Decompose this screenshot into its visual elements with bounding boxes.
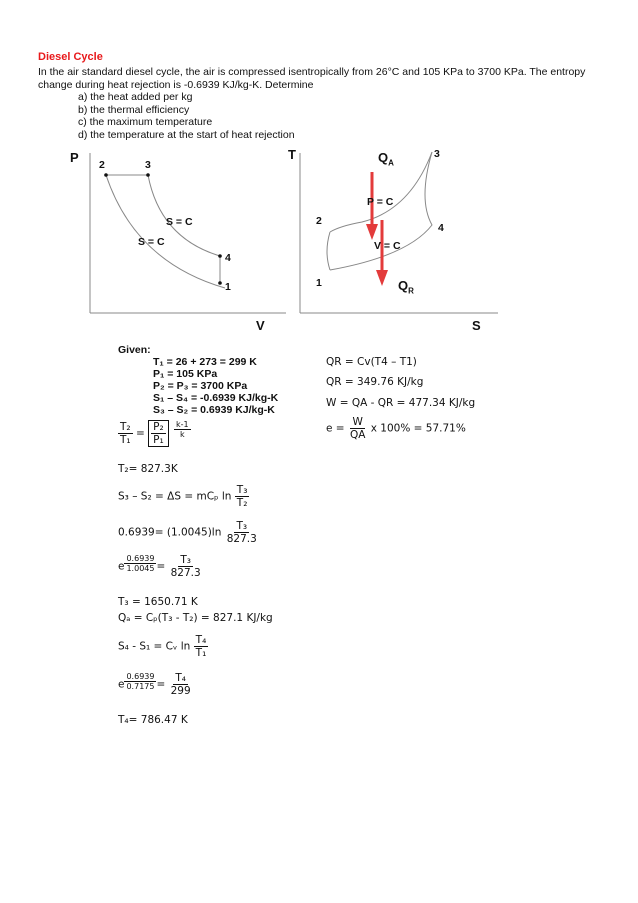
pv-isentrope-label-upper: S = C bbox=[166, 216, 193, 228]
exponential-t4: e $\frac{0.6939}{0.7175}$ = $\frac{\text{T₄}}{299}$ bbox=[118, 672, 191, 697]
entropy-rejection-equation: S₄ - S₁ = Cᵥ ln $\frac{\text{T₄}}{\text{T₁}}$ bbox=[118, 634, 207, 659]
given-p2-p3: P₂ = P₃ = 3700 KPa bbox=[153, 380, 248, 392]
efficiency-result: e = $\frac{W}{QA}$ x 100% = 57.71% bbox=[326, 416, 466, 441]
question-b: b) the thermal efficiency bbox=[78, 103, 190, 116]
exponential-t3: e $\frac{0.6939}{1.0045}$ = $\frac{\text{T₃}}{827.3}$ bbox=[118, 554, 201, 579]
given-p1: P₁ = 105 KPa bbox=[153, 368, 218, 380]
question-a: a) the heat added per kg bbox=[78, 91, 193, 103]
given-heading: Given: bbox=[118, 344, 151, 356]
entropy-substitution: 0.6939= (1.0045)ln $\frac{\text{T₃}}{827.3}$ bbox=[118, 520, 257, 545]
pv-point-3 bbox=[146, 173, 150, 177]
t4-result: T₄= 786.47 K bbox=[118, 714, 188, 726]
given-t1: T₁ = 26 + 273 = 299 K bbox=[153, 356, 257, 368]
pv-axis-x-label: V bbox=[256, 318, 265, 333]
ts-constant-pressure-label: P = C bbox=[367, 196, 394, 208]
given-s1-s4: S₁ – S₄ = -0.6939 KJ/kg-K bbox=[153, 392, 279, 404]
t3-result: T₃ = 1650.71 K bbox=[118, 596, 198, 608]
pv-label-1: 1 bbox=[225, 281, 231, 293]
heat-rejected-result: QR = 349.76 KJ/kg bbox=[326, 376, 424, 388]
ts-label-1: 1 bbox=[316, 277, 322, 289]
question-c: c) the maximum temperature bbox=[78, 116, 213, 128]
entropy-equation: S₃ – S₂ = ΔS = mCₚ ln $\frac{\text{T₃}}{\text{T₂}}$ bbox=[118, 484, 248, 509]
isentropic-ratio-equation: $\frac{\text{T₂}}{\text{T₁}}$ = $\frac{\text{P₂}}{\text{P₁}}$ $\frac{k-1}{k}$ bbox=[120, 420, 189, 446]
pv-label-3: 3 bbox=[145, 159, 151, 171]
ts-axis-y-label: T bbox=[288, 147, 296, 162]
net-work-result: W = QA - QR = 477.34 KJ/kg bbox=[326, 397, 476, 409]
pv-point-4 bbox=[218, 254, 222, 258]
pv-point-2 bbox=[104, 173, 108, 177]
problem-statement: In the air standard diesel cycle, the air is compressed isentropically from 26°C and 105 KPa to 3700 KPa. The entropy change during heat rejection is -0.6939 KJ/kg-K. Determine bbox=[38, 66, 586, 91]
ts-axis-x-label: S bbox=[472, 318, 481, 333]
given-s3-s2: S₃ – S₂ = 0.6939 KJ/kg-K bbox=[153, 404, 275, 416]
ts-label-2: 2 bbox=[316, 215, 322, 227]
ts-heat-added-label: $Q_A$ bbox=[378, 150, 394, 168]
t2-result: T₂= 827.3K bbox=[118, 463, 178, 475]
ts-label-4: 4 bbox=[438, 222, 444, 234]
pv-label-4: 4 bbox=[225, 252, 231, 264]
doc-title: Diesel Cycle bbox=[38, 51, 103, 63]
ts-heat-rejected-label: $Q_R$ bbox=[398, 278, 414, 296]
pv-point-1 bbox=[218, 281, 222, 285]
ts-label-3: 3 bbox=[434, 148, 440, 160]
pv-axis-y-label: P bbox=[70, 150, 79, 165]
pv-isentrope-label-lower: S = C bbox=[138, 236, 165, 248]
heat-added-result: Qₐ = Cₚ(T₃ - T₂) = 827.1 KJ/kg bbox=[118, 612, 273, 624]
pv-diagram bbox=[90, 153, 286, 313]
question-d: d) the temperature at the start of heat rejection bbox=[78, 128, 295, 141]
ts-constant-volume-label: V = C bbox=[374, 240, 401, 252]
given-list bbox=[153, 356, 278, 416]
pv-label-2: 2 bbox=[99, 159, 105, 171]
heat-rejected-formula: QR = Cv(T4 – T1) bbox=[326, 356, 417, 368]
